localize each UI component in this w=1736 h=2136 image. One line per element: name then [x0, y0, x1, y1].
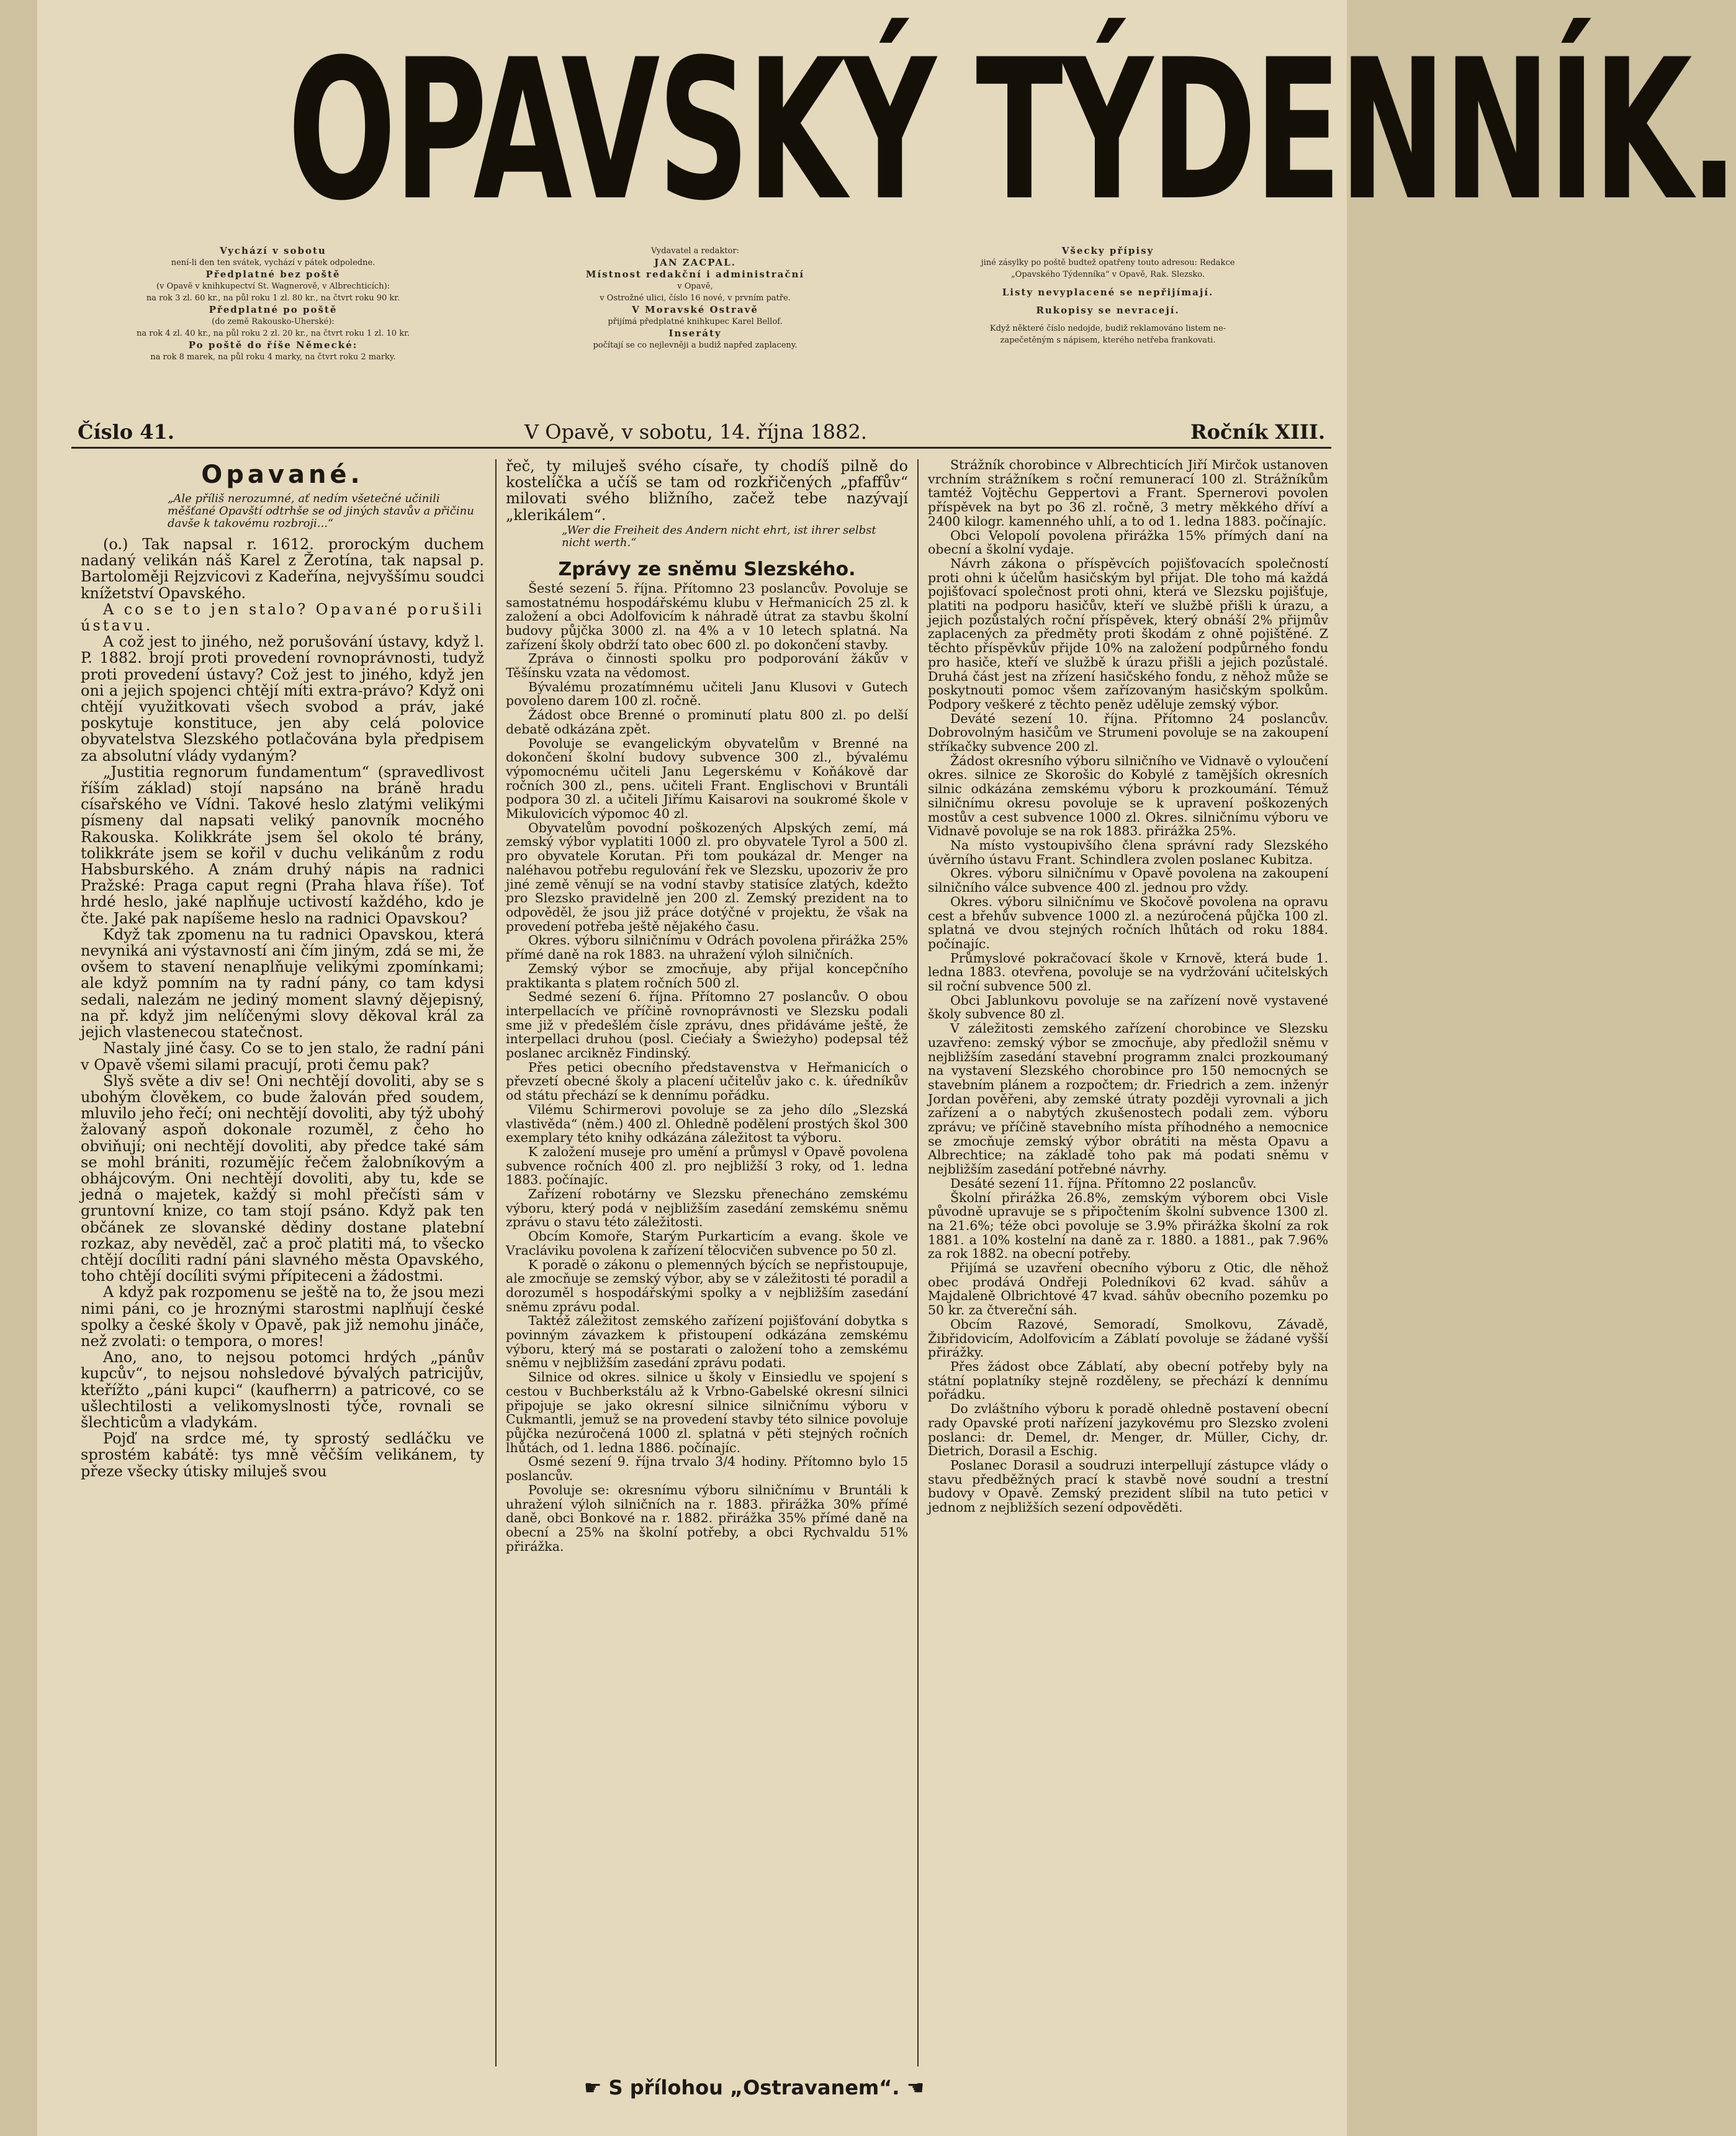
paragraph: Šesté sezení 5. října. Přítomno 23 poslancův. Povoluje se samostatnému hospodářskému klubu v Heřmanicích 25 zl. k založení a obci Adolfovicím k náhradě útrat za stavbu školní budovy půjčka 3000 zl. na 4% a v 10 letech splatná. Na zařízení školy obdrží tato obec 600 zl. po dokončení stavby.	[506, 580, 908, 652]
paragraph: Okres. výboru silničnímu v Odrách povolena přirážka 25% přímé daně na rok 1883. na uhražení výloh silničních.	[506, 933, 908, 963]
info-center-line: přijímá předplatné knihkupec Karel Bellof.	[608, 317, 783, 326]
info-left-line: na rok 3 zl. 60 kr., na půl roku 1 zl. 80 kr., na čtvrt roku 90 kr.	[146, 294, 400, 303]
masthead-title: OPAVSKÝ TÝDENNÍK.	[287, 17, 1736, 243]
info-right-line: Rukopisy se nevracejí.	[1036, 305, 1180, 316]
paragraph: Bývalému prozatímnému učiteli Janu Klusovi v Gutech povoleno darem 100 zl. ročně.	[506, 679, 908, 709]
supplement-text: S přílohou „Ostravanem“.	[608, 2076, 900, 2099]
article-motto: „Wer die Freiheit des Andern nicht ehrt, ist ihrer selbst nicht werth.“	[562, 523, 876, 549]
paragraph: Obci Velopolí povolena přirážka 15% přímých daní na obecní a školní vydaje.	[928, 527, 1328, 557]
paragraph: Obyvatelům povodní poškozených Alpských zemí, má zemský výbor vyplatiti 1000 zl. pro obyvatele Tyrol a 500 zl. pro obyvatele Korutan. Při tom poukázal dr. Menger na naléhavou potřebu regulování řek ve Slezsku, upozoriv že pro jiné země věnují se na vodní stavby statisíce zlatých, kdežto pro Slezsko pravidelně jen 200 zl. Zemský prezident na to odpověděl, že jsou již práce dotýčné v projektu, že však na provedení potřeba ještě nějakého času.	[506, 820, 908, 934]
paragraph: Přijímá se uzavření obecního výboru z Otic, dle něhož obec prodává Ondřeji Poledníkovi 62 kvad. sáhův a Majdaleně Olbrichtové 47 kvad. sáhův obecního pozemku po 50 kr. za čtvereční sáh.	[928, 1260, 1328, 1318]
info-center-line: počítají se co nejlevněji a budiž napřed zaplaceny.	[593, 341, 798, 350]
editorial-info	[509, 245, 881, 406]
paragraph: Desáté sezení 11. října. Přítomno 22 poslancův.	[950, 1175, 1257, 1191]
info-left-line: (v Opavě v knihkupectví St. Wagnerově, v Albrechticích):	[156, 282, 390, 291]
info-left-line: (do země Rakousko-Uherské):	[212, 317, 335, 326]
paragraph: Strážník chorobince v Albrechticích Jiří Mirčok ustanoven vrchním strážníkem s roční remunerací 100 zl. Strážníkům tamtéž Vojtěchu Geppertovi a Frant. Spernerovi povolen příspěvek na byt po 36 zl. ročně, 3 metry měkkého dříví a 2400 kilogr. kamenného uhlí, a to od 1. ledna 1883. počínajíc.	[928, 457, 1328, 529]
paragraph: Okres. výboru silničnímu ve Skočově povolena na opravu cest a břehův subvence 1000 zl. a nezúročená půjčka 100 zl. splatná ve dvou stejných ročních lhůtách od roku 1884. počínajíc.	[928, 894, 1328, 951]
paragraph: Přes petici obecního představenstva v Heřmanicích o převzetí obecné školy a placení učitelův jako c. k. úředníkův od státu přechází se k dennímu pořádku.	[506, 1059, 908, 1103]
paragraph: řeč, ty miluješ svého císaře, ty chodíš pilně do kostelíčka a učíš se tam od rozkřičených „pfaffův“ milovati svého bližního, začež tebe nazývají „klerikálem“.	[506, 457, 908, 524]
paragraph: Na místo vystoupivšího člena správní rady Slezského úvěrního ústavu Frant. Schindlera zvolen poslanec Kubitza.	[928, 837, 1328, 867]
paragraph: „Justitia regnorum fundamentum“ (spravedlivost říším základ) stojí napsáno na bráně hradu císařského ve Vídni. Takové heslo zlatými velikými písmeny dal napsati veliký panovník mocného Rakouska. Kolikkráte jsem šel okolo té brány, tolikkráte jsem se kořil v duchu velikánům z rodu Habsburského. A znám druhý nápis na radnici Pražské: Praga caput regni (Praha hlava říše). Toť hrdé heslo, jaké naplňuje uctivostí každého, kdo je čte. Jaké pak napíšeme heslo na radnici Opavskou?	[81, 763, 484, 927]
info-center-line: v Opavě,	[677, 282, 713, 291]
info-left-line: Vychází v sobotu	[220, 245, 326, 256]
paragraph: Přes žádost obce Záblatí, aby obecní potřeby byly na státní poplatníky stejně rozděleny, se přechází k dennímu pořádku.	[928, 1359, 1328, 1402]
paragraph: Zpráva o činnosti spolku pro podporování žákův v Těšínsku vzata na vědomost.	[506, 651, 908, 681]
info-right-line: „Opavského Týdenníka“ v Opavě, Rak. Slezsko.	[1010, 270, 1205, 279]
section-title: Zprávy ze sněmu Slezského.	[558, 558, 856, 580]
info-center-line: Místnost redakční i administrační	[585, 269, 805, 280]
paragraph: (o.) Tak napsal r. 1612. prorockým duchem nadaný velikán náš Karel z Žerotína, tak napsal p. Bartoloměji Rejzvicovi z Kadeřína, nejvyššímu soudci knížetství Opavského.	[81, 536, 484, 602]
volume-number: Ročník XIII.	[1190, 420, 1325, 444]
article-motto: „Ale příliš nerozumné, ať nedím všetečné učinili měšťané Opavští odtrhše se od jiných stavův a přičinu davše k takovému rozbroji...“	[168, 492, 474, 530]
paragraph: Nastaly jiné časy. Co se to jen stalo, že radní páni v Opavě všemi silami pracují, proti čemu pak?	[81, 1039, 484, 1074]
column-divider	[495, 459, 497, 2066]
paragraph: Povoluje se: okresnímu výboru silničnímu v Bruntáli k uhražení výloh silničních na r. 1883. přirážka 30% přímé daně, obci Bonkové na r. 1882. přirážka 35% přímé daně na obecní a 25% na školní potřeby, a obci Rychvaldu 51% přirážka.	[506, 1482, 908, 1554]
paragraph: V záležitosti zemského zařízení chorobince ve Slezsku uzavřeno: zemský výbor se zmocňuje, aby předložil sněmu v nejbližším zasedání stavební programm znalci prozkoumaný na vystavení Slezského chorobince pro 150 nemocných se stavebním plánem a rozpočtem; dr. Friedrich a zem. inženýr Jordan pověřeni, aby zemské útraty později vyrovnali a jich zařízení a o nabytých zkušenostech podali zem. výboru zprávu; ve příčině stavebního místa příhodného a nemocnice se zmocňuje zemský výbor obrátiti na města Opavu a Albrechtice; na základě toho pak má podati sněmu v nejbližším zasedání potřebné návrhy.	[928, 1021, 1328, 1177]
paragraph: Do zvláštního výboru k poradě ohledně postavení obecní rady Opavské proti nařízení jazykovému pro Slezsko zvoleni poslanci: dr. Demel, dr. Menger, dr. Müller, Cichy, dr. Dietrich, Dorasil a Eschig.	[928, 1401, 1328, 1459]
paragraph: Školní přirážka 26.8%, zemským výborem obci Visle původně upravuje se s připočtením školní subvence 1300 zl. na 21.6%; téže obci povoluje se 3.9% přirážka školní za rok 1881. a 10% kostelní na daně za r. 1880. a 1881., pak 7.96% za rok 1882. na obecní potřeby.	[928, 1190, 1328, 1262]
info-right-line: jiné zásylky po poště budtež opatřeny touto adresou: Redakce	[981, 258, 1235, 267]
article-title: Opavané.	[201, 460, 364, 489]
paragraph: Návrh zákona o příspěvcích pojišťovacích společností proti ohni k účelům hasičským byl přijat. Dle toho má každá pojišťovací společnost proti ohni, která ve Slezsku pojišťuje, platiti na podporu hasičův, kteří ve službě přišli k úrazu, a jejich pozůstalých roční příspěvek, který obnáší 2% přijmův zaplacených za předměty proti škodám z ohně pojištěné. Z těchto příspěvkův přijde 10% na založení podpůrného fondu pro hasiče, kteří ve službě k úrazu přišli a jejich pozůstalé. Druhá část jest na zřízení hasičského fondu, z něhož může se poskytnouti pomoc všem zařízovaným hasičským spolkům. Podpory veškeré z těchto peněz uděluje zemský výbor.	[928, 555, 1328, 712]
paragraph: Okres. výboru silničnímu v Opavě povolena na zakoupení silničního válce subvence 400 zl. jednou pro vždy.	[928, 866, 1328, 895]
supplement-notice	[528, 2075, 981, 2102]
paragraph: Slyš světe a div se! Oni nechtějí dovoliti, aby se s ubohým člověkem, co bude žalován před soudem, mluvilo jeho řečí; oni nechtějí dovoliti, aby týž ubohý žalovaný aspoň dokonale rozuměl, z čeho ho obviňují; oni nechtějí dovoliti, aby předce také sám se mohl brániti, rozumějíc řečem žalobníkovým a obhájcovým. Oni nechtějí dovoliti, aby tu, kde se jedná o majetek, každý si mohl přečísti sám v gruntovní knize, co tam stojí psáno. Když pak ten občánek ze slovanské dědiny dostane platební rozkaz, aby nevěděl, zač a proč platiti má, to všecko chtějí docíliti radní páni slavného města Opavského, toho chtějí docíliti svými přípiteceni a žádostmi.	[81, 1072, 484, 1285]
paragraph: Průmyslové pokračovací škole v Krnově, která bude 1. ledna 1883. otevřena, povoluje se na vydržování učitelských sil roční subvence 500 zl.	[928, 950, 1328, 994]
paragraph: Poslanec Dorasil a soudruzi interpellují zástupce vlády o stavu předběžných prací k stavbě nové soudní a trestní budovy v Opavě. Zemský prezident slíbil na tuto petici v jednom z nejbližších sezení odpověděti.	[928, 1457, 1328, 1515]
paragraph: A když pak rozpomenu se ještě na to, že jsou mezi nimi páni, co je hroznými starostmi naplňují české spolky a české školy v Opavě, pak již nemohu jináče, než zvolati: o tempora, o mores!	[81, 1283, 484, 1350]
info-left-line: Po poště do říše Německé:	[188, 339, 358, 351]
paragraph: A co se to jen stalo? Opavané porušili ústavu.	[81, 600, 484, 635]
paragraph: Deváté sezení 10. října. Přítomno 24 poslancův. Dobrovolným hasičům ve Strumeni povoluje se na zakoupení stříkačky subvence 200 zl.	[928, 711, 1328, 755]
info-left-line: na rok 8 marek, na půl roku 4 marky, na čtvrt roku 2 marky.	[150, 352, 396, 362]
info-right-line: zapečetěným s nápisem, kterého netřeba frankovati.	[1000, 336, 1216, 345]
paragraph: Pojď na srdce mé, ty sprostý sedláčku ve sprostém kabátě: tys mně věčším velikánem, ty přeze všecky útisky miluješ svou	[81, 1430, 484, 1480]
issue-date: V Opavě, v sobotu, 14. října 1882.	[524, 420, 867, 444]
dateline	[71, 420, 1331, 449]
column-divider	[917, 459, 919, 2066]
paragraph: Žádost obce Brenné o prominutí platu 800 zl. po delší debatě odkázána zpět.	[506, 707, 908, 737]
info-left-line: není-li den ten svátek, vychází v pátek odpoledne.	[171, 258, 376, 267]
masthead	[37, 0, 1736, 248]
article-opavane	[81, 458, 484, 1479]
info-center-line: JAN ZACPAL.	[654, 257, 736, 268]
info-center-line: Inseráty	[668, 328, 722, 339]
paragraph: Taktéž záležitost zemského zařízení pojišťování dobytka s povinným závazkem k přistoupení odkázána zemskému výboru, který má se postarati o založení toho a zemskému sněmu v nejbližším zasedání zprávu podati.	[506, 1313, 908, 1371]
paragraph: Ano, ano, to nejsou potomci hrdých „pánův kupcův“, to nejsou nohsledové bývalých patricijův, kteřížto „páni kupci“ (kaufherrn) a patricové, co se ušlechtilosti a velikomyslnosti týče, rovnali se šlechticům a vladykám.	[81, 1348, 484, 1431]
pointing-hand-icon: ☚	[906, 2076, 925, 2099]
paragraph: Sedmé sezení 6. října. Přítomno 27 poslancův. O obou interpellacích ve příčině rovnoprávnosti ve Slezsku podali sme již v předešlém čísle zprávu, dnes přidáváme ještě, že interpellaci druhou (posl. Ciećiały a Świeżyho) podepsal též poslanec arcikněz Findinský.	[506, 989, 908, 1061]
info-left-line: Předplatné bez poště	[205, 269, 341, 280]
sneme-reports	[506, 458, 908, 1553]
info-left-line: na rok 4 zl. 40 kr., na půl roku 2 zl. 20 kr., na čtvrt roku 1 zl. 10 kr.	[136, 329, 410, 338]
paragraph: Obcím Komoře, Starým Purkarticím a evang. škole ve Vracláviku povolena k zařízení tělocvičen subvence po 50 zl.	[506, 1229, 908, 1258]
paragraph: Když tak zpomenu na tu radnici Opavskou, která nevyniká ani výstavností ani čím jiným, zdá se mi, že ovšem to stavení nenaplňuje velikými zpomínkami; ale když pomním na ty radní pány, co tam kdysi sedali, nalezám ne jediný moment slavný dějepisný, na př. když jim nelíčenými slovy děkoval král za jejich vlastenecou statečnost.	[81, 925, 484, 1041]
info-center-line: V Moravské Ostravě	[632, 304, 758, 315]
paragraph: K poradě o zákonu o plemenných býcích se nepřistoupuje, ale zmocňuje se zemský výbor, aby se v záležitosti té poradil a dorozuměl s hospodářskými spolky a v nejbližším zasedání sněmu zprávu podal.	[506, 1257, 908, 1314]
info-center-line: v Ostrožné ulici, číslo 16 nové, v prvním patře.	[600, 294, 791, 303]
pointing-hand-icon: ☛	[583, 2076, 602, 2099]
paragraph: Vilému Schirmerovi povoluje se za jeho dílo „Slezská vlastivěda“ (něm.) 400 zl. Ohledně podělení prostých škol 300 exemplary této knihy odkázána záležitost ta výboru.	[506, 1102, 908, 1146]
info-left-line: Předplatné po poště	[209, 304, 338, 315]
info-center-line: Vydavatel a redaktor:	[651, 246, 739, 256]
paragraph: Osmé sezení 9. října trvalo 3/4 hodiny. Přítomno bylo 15 poslancův.	[506, 1454, 908, 1484]
info-right-line: Všecky přípisy	[1061, 245, 1154, 256]
info-right-line: Když některé číslo nedojde, budiž reklamováno listem ne-	[989, 324, 1226, 333]
paragraph: Obci Jablunkovu povoluje se na zařízení nově vystavené školy subvence 80 zl.	[928, 992, 1328, 1022]
sneme-reports-continued	[928, 458, 1328, 1515]
paragraph: Silnice od okres. silnice u školy v Einsiedlu ve spojení s cestou v Buchberkstálu až k Vrbno-Gabelské okresní silnici připojuje se jako okresní silnice silničnímu výboru v Cukmantli, jemuž se na provedení stavby této silnice povoluje půjčka nezúročená 1000 zl. splatná v pěti stejných ročních lhůtách, od 1. ledna 1886. počínajíc.	[506, 1370, 908, 1455]
paragraph: Povoluje se evangelickým obyvatelům v Brenné na dokončení školní budovy subvence 300 zl., bývalému výpomocnému učiteli Janu Legerskému v Koňákově dar ročních 300 zl., pens. učiteli Frant. Englischovi v Bruntáli podpora 30 zl. a učiteli Jiřímu Kaisarovi na soukromé škole v Mikulovicích výpomoc 40 zl.	[506, 735, 908, 822]
issue-number: Číslo 41.	[78, 420, 174, 444]
paragraph: Zemský výbor se zmocňuje, aby přijal koncepčního praktikanta s platem ročních 500 zl.	[506, 961, 908, 990]
paragraph: A což jest to jiného, než porušování ústavy, když l. P. 1882. brojí proti provedení rovnoprávnosti, tudyž proti provedení ústavy? Což jest to jiného, když jen oni a jejich spojenci chtějí míti extra-právo? Když oni chtějí využitkovati všech svobod a práv, jaké poskytuje konstituce, jen aby celá polovice obyvatelstva Slezského potlačována byla předpisem za absolutní vlády vydaným?	[81, 633, 484, 765]
subscription-info	[74, 245, 472, 406]
correspondence-info	[906, 245, 1310, 406]
paragraph: Žádost okresního výboru silničního ve Vidnavě o vyloučení okres. silnice ze Skorošic do Kobylé z tamějších okresních silnic odkázána zemskému výboru k prozkoumání. Témuž silničnímu okresu povoluje se k upravení poškozených mostův a cest subvence 1000 zl. Okres. silničnímu výboru ve Vidnavě povoluje se na rok 1883. přirážka 25%.	[928, 753, 1328, 839]
paragraph: K založení museje pro umění a průmysl v Opavě povolena subvence ročních 400 zl. pro nejbližší 3 roky, od 1. ledna 1883. počínajíc.	[506, 1144, 908, 1188]
newspaper-page	[37, 0, 1736, 2136]
paragraph: Zařízení robotárny ve Slezsku přenecháno zemskému výboru, který podá v nejbližším zasedání zemskému sněmu zprávu o stavu této záležitosti.	[506, 1187, 908, 1230]
info-right-line: Listy nevyplacené se nepřijímají.	[1002, 287, 1214, 298]
paragraph: Obcím Razové, Semoradí, Smolkovu, Závadě, Žibřidovicím, Adolfovicím a Záblatí povoluje se žádané vyšší přirážky.	[928, 1316, 1328, 1360]
